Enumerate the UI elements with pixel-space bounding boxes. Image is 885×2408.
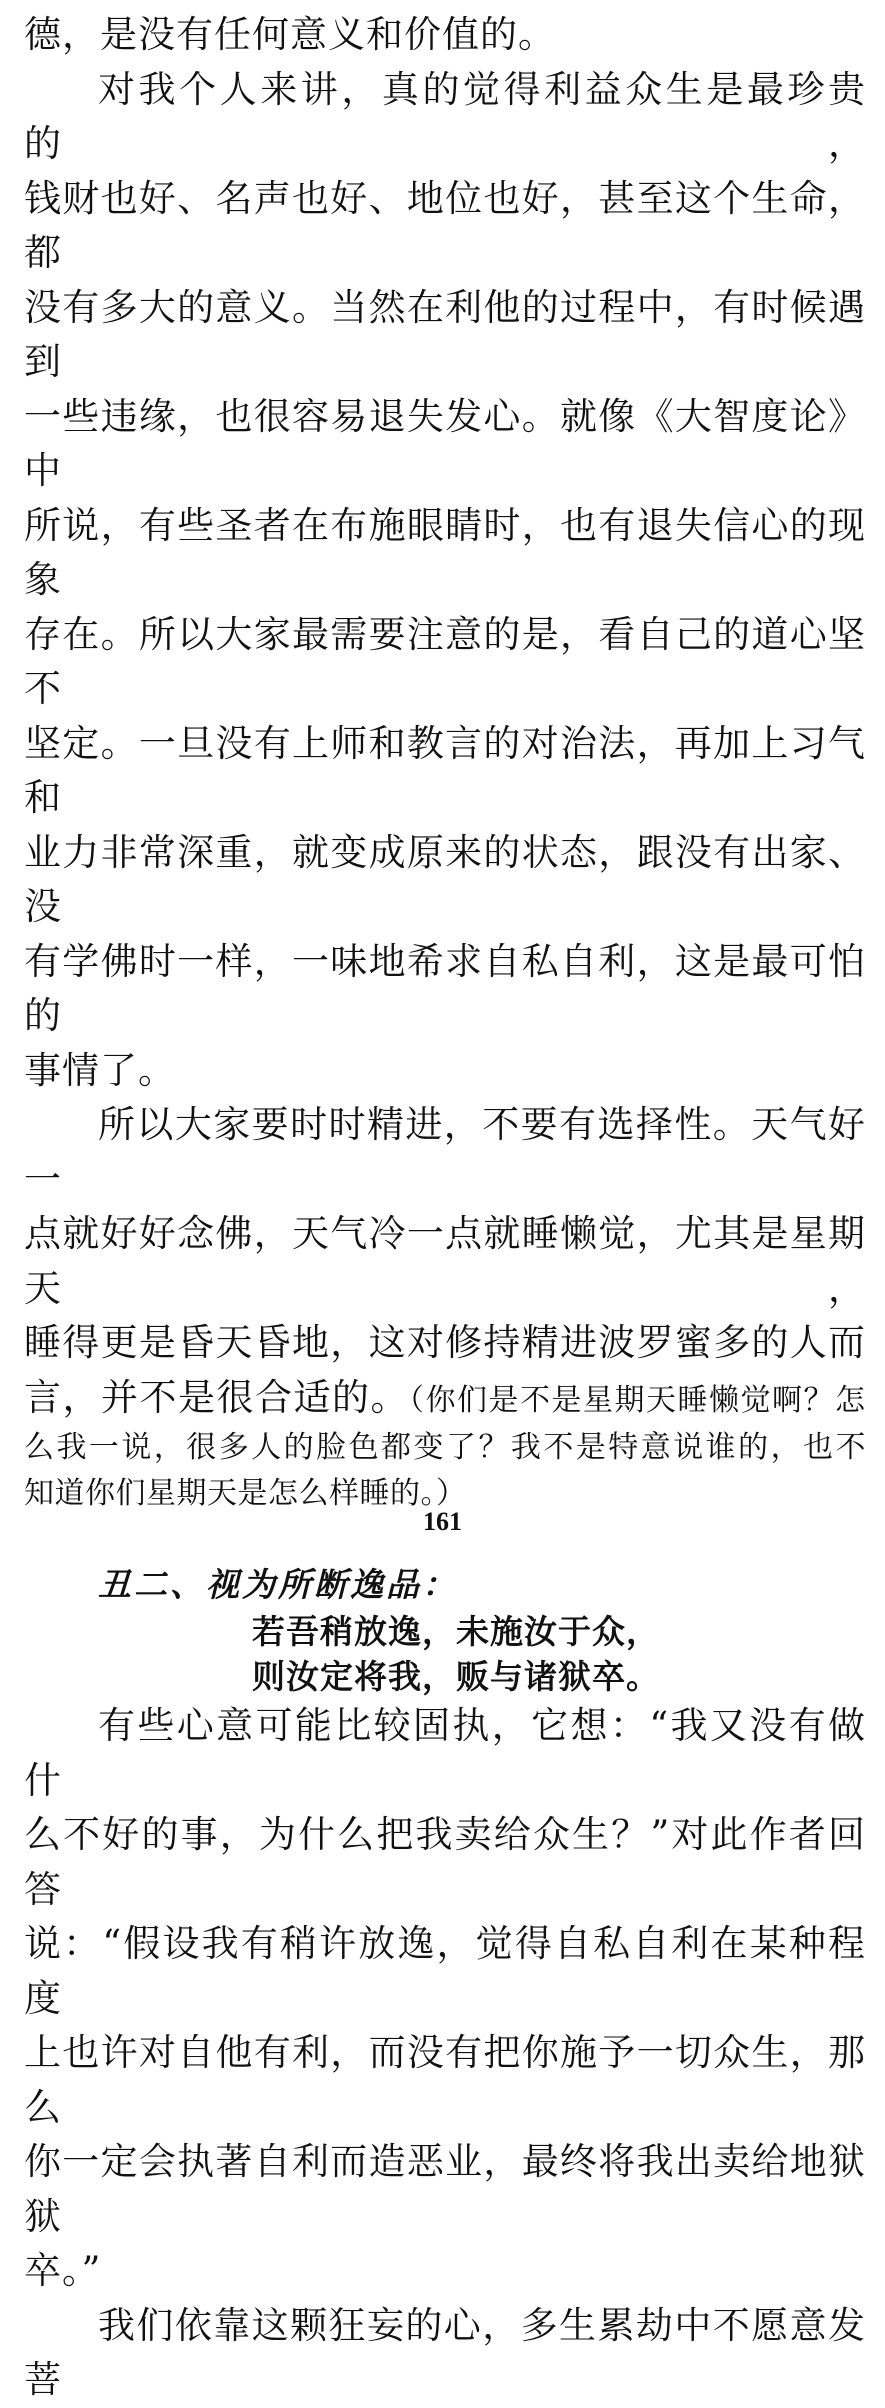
text-line: 德，是没有任何意义和价值的。 <box>24 13 556 56</box>
text-line: 你一定会执著自利而造恶业，最终将我出卖给地狱狱 <box>24 2140 866 2238</box>
text-line: 所说，有些圣者在布施眼睛时，也有退失信心的现象 <box>24 503 866 601</box>
text-line: 说：“假设我有稍许放逸，觉得自私自利在某种程度 <box>24 1922 866 2020</box>
paragraph-4 <box>24 1699 866 2299</box>
paragraph-3 <box>24 1098 866 1517</box>
text-line: 么不好的事，为什么把我卖给众生？”对此作者回答 <box>24 1813 866 1911</box>
mixed-line <box>24 1371 866 1426</box>
paragraph-1 <box>24 8 866 63</box>
text-line: 钱财也好、名声也好、地位也好，甚至这个生命，都 <box>24 176 866 274</box>
page-body <box>24 8 866 2408</box>
text-line: 一些违缘，也很容易退失发心。就像《大智度论》中 <box>24 394 866 492</box>
aside-note-line: 么我一说，很多人的脸色都变了？我不是特意说谁的，也不 <box>24 1430 866 1465</box>
text-line: 有学佛时一样，一味地希求自私自利，这是最可怕的 <box>24 939 866 1037</box>
text-line: 坚定。一旦没有上师和教言的对治法，再加上习气和 <box>24 721 866 819</box>
text-line: 存在。所以大家最需要注意的是，看自己的道心坚不 <box>24 612 866 710</box>
verse-line: 则汝定将我，贩与诸狱卒。 <box>252 1657 660 1696</box>
paragraph-2 <box>24 63 866 1099</box>
paragraph-5 <box>24 2299 866 2408</box>
verse-block <box>24 1609 866 1699</box>
text-line: 业力非常深重，就变成原来的状态，跟没有出家、没 <box>24 830 866 928</box>
text-line: 睡得更是昏天昏地，这对修持精进波罗蜜多的人而 <box>24 1321 866 1364</box>
verse-line: 若吾稍放逸，未施汝于众， <box>252 1612 660 1651</box>
page-number: 161 <box>423 1507 462 1536</box>
section-heading: 丑二、视为所断逸品： <box>98 1565 458 1604</box>
aside-note-line: 知道你们星期天是怎么样睡的。） <box>24 1476 467 1511</box>
text-line: 事情了。 <box>24 1048 176 1092</box>
text-line: 点就好好念佛，天气冷一点就睡懒觉，尤其是星期天， <box>24 1212 866 1310</box>
text-line: 有些心意可能比较固执，它想：“我又没有做什 <box>24 1704 866 1802</box>
text-line-main: 言，并不是很合适的。 <box>24 1375 409 1419</box>
text-line: 卒。” <box>24 2249 102 2292</box>
aside-note-start: （你们是不是星期天睡懒觉啊？怎 <box>409 1382 866 1418</box>
text-line: 所以大家要时时精进，不要有选择性。天气好一 <box>24 1103 866 1201</box>
text-line: 没有多大的意义。当然在利他的过程中，有时候遇到 <box>24 285 866 383</box>
text-line: 上也许对自他有利，而没有把你施予一切众生，那么 <box>24 2031 866 2129</box>
text-line: 我们依靠这颗狂妄的心，多生累劫中不愿意发菩 <box>24 2303 866 2401</box>
text-line: 对我个人来讲，真的觉得利益众生是最珍贵的， <box>24 67 866 165</box>
